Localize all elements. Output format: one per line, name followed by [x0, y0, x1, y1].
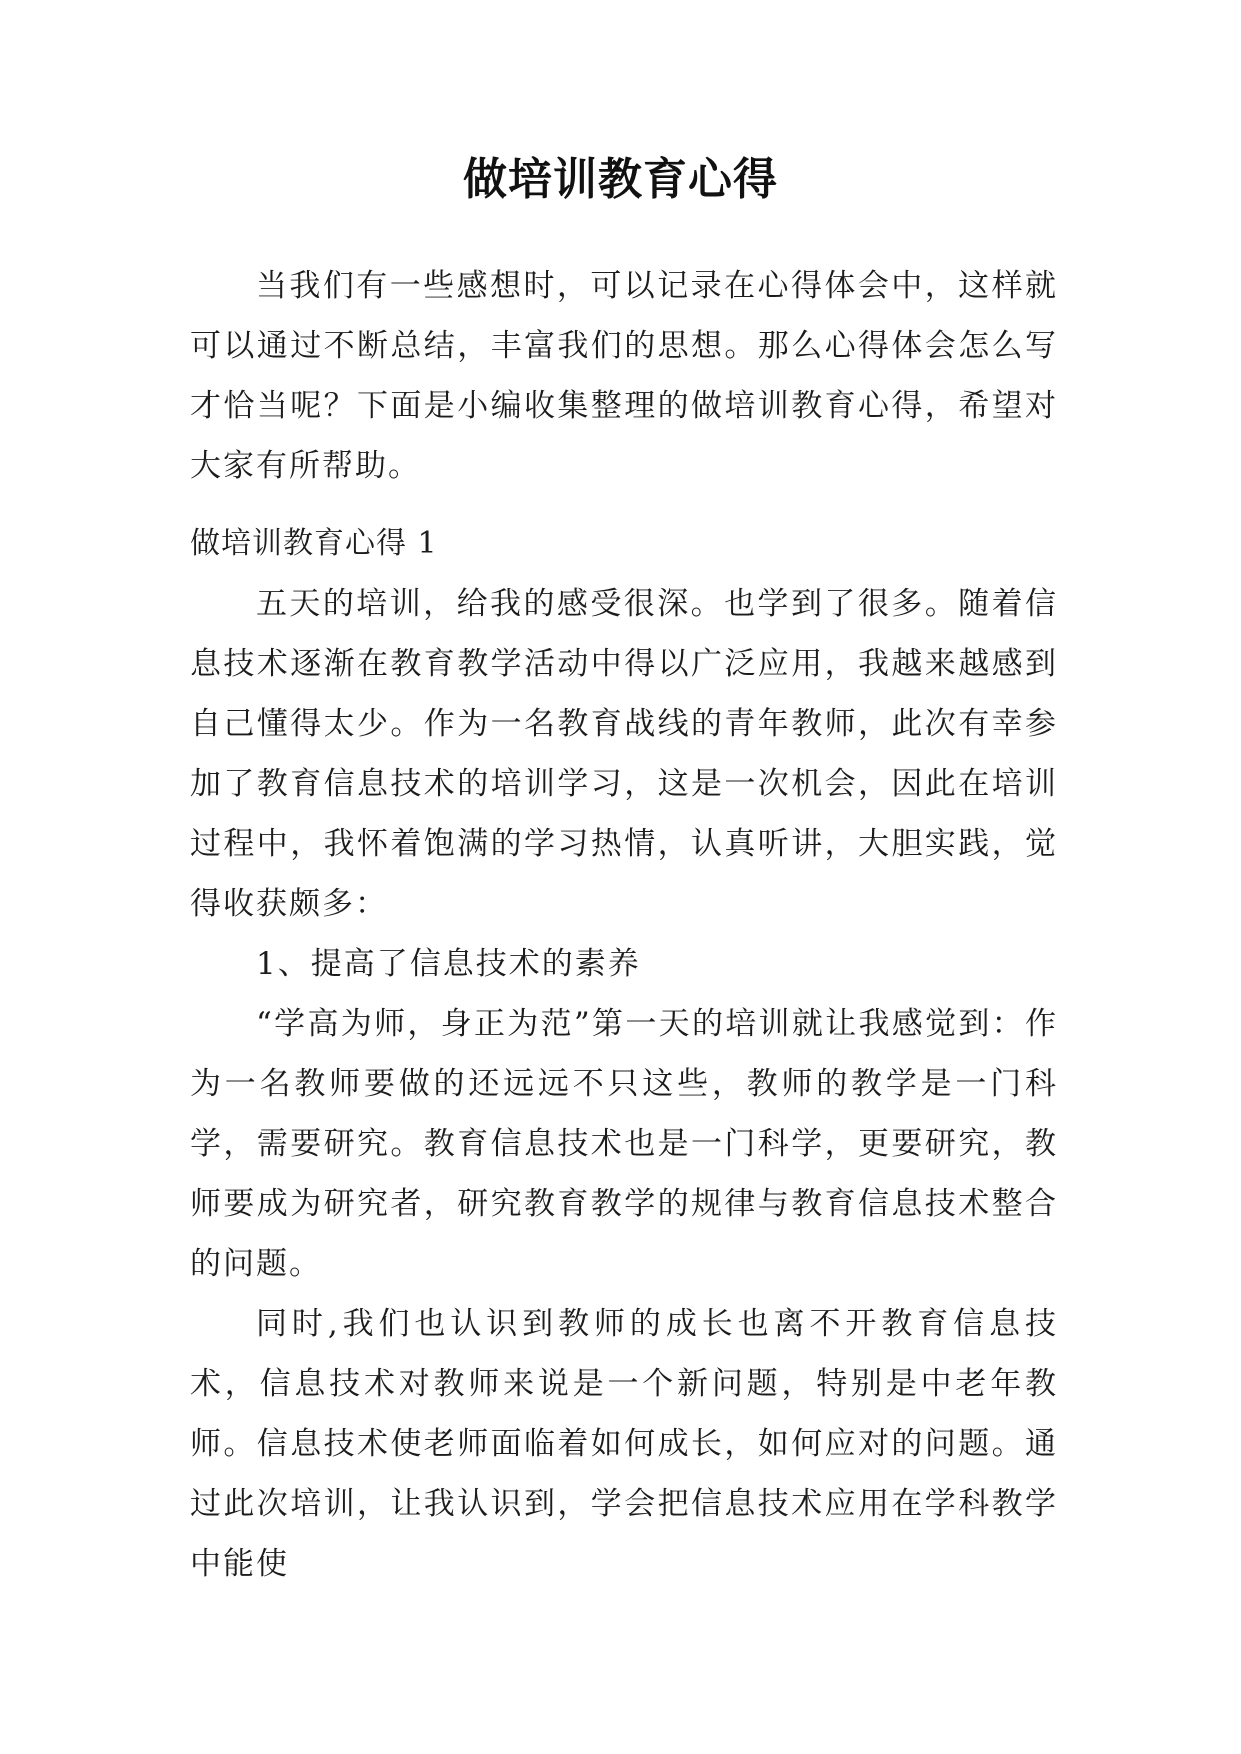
numbered-subheading: 1、提高了信息技术的素养 — [256, 946, 641, 982]
intro-paragraph: 当我们有一些感想时，可以记录在心得体会中，这样就可以通过不断总结，丰富我们的思想。那么心得体会怎么写才恰当呢？下面是小编收集整理的做培训教育心得，希望对大家有所帮助。 — [190, 268, 1058, 484]
body-paragraph: 五天的培训，给我的感受很深。也学到了很多。随着信息技术逐渐在教育教学活动中得以广泛应用，我越来越感到自己懂得太少。作为一名教育战线的青年教师，此次有幸参加了教育信息技术的培训学习，这是一次机会，因此在培训过程中，我怀着饱满的学习热情，认真听讲，大胆实践，觉得收获颇多： — [190, 586, 1058, 922]
section-heading: 做培训教育心得 1 — [190, 526, 438, 561]
document-title: 做培训教育心得 — [463, 154, 778, 205]
body-paragraph: 同时,我们也认识到教师的成长也离不开教育信息技术，信息技术对教师来说是一个新问题，特别是中老年教师。信息技术使老师面临着如何成长，如何应对的问题。通过此次培训，让我认识到，学会把信息技术应用在学科教学中能使 — [190, 1306, 1058, 1582]
body-paragraph: “学高为师，身正为范”第一天的培训就让我感觉到：作为一名教师要做的还远远不只这些，教师的教学是一门科学，需要研究。教育信息技术也是一门科学，更要研究，教师要成为研究者，研究教育教学的规律与教育信息技术整合的问题。 — [190, 1006, 1058, 1282]
